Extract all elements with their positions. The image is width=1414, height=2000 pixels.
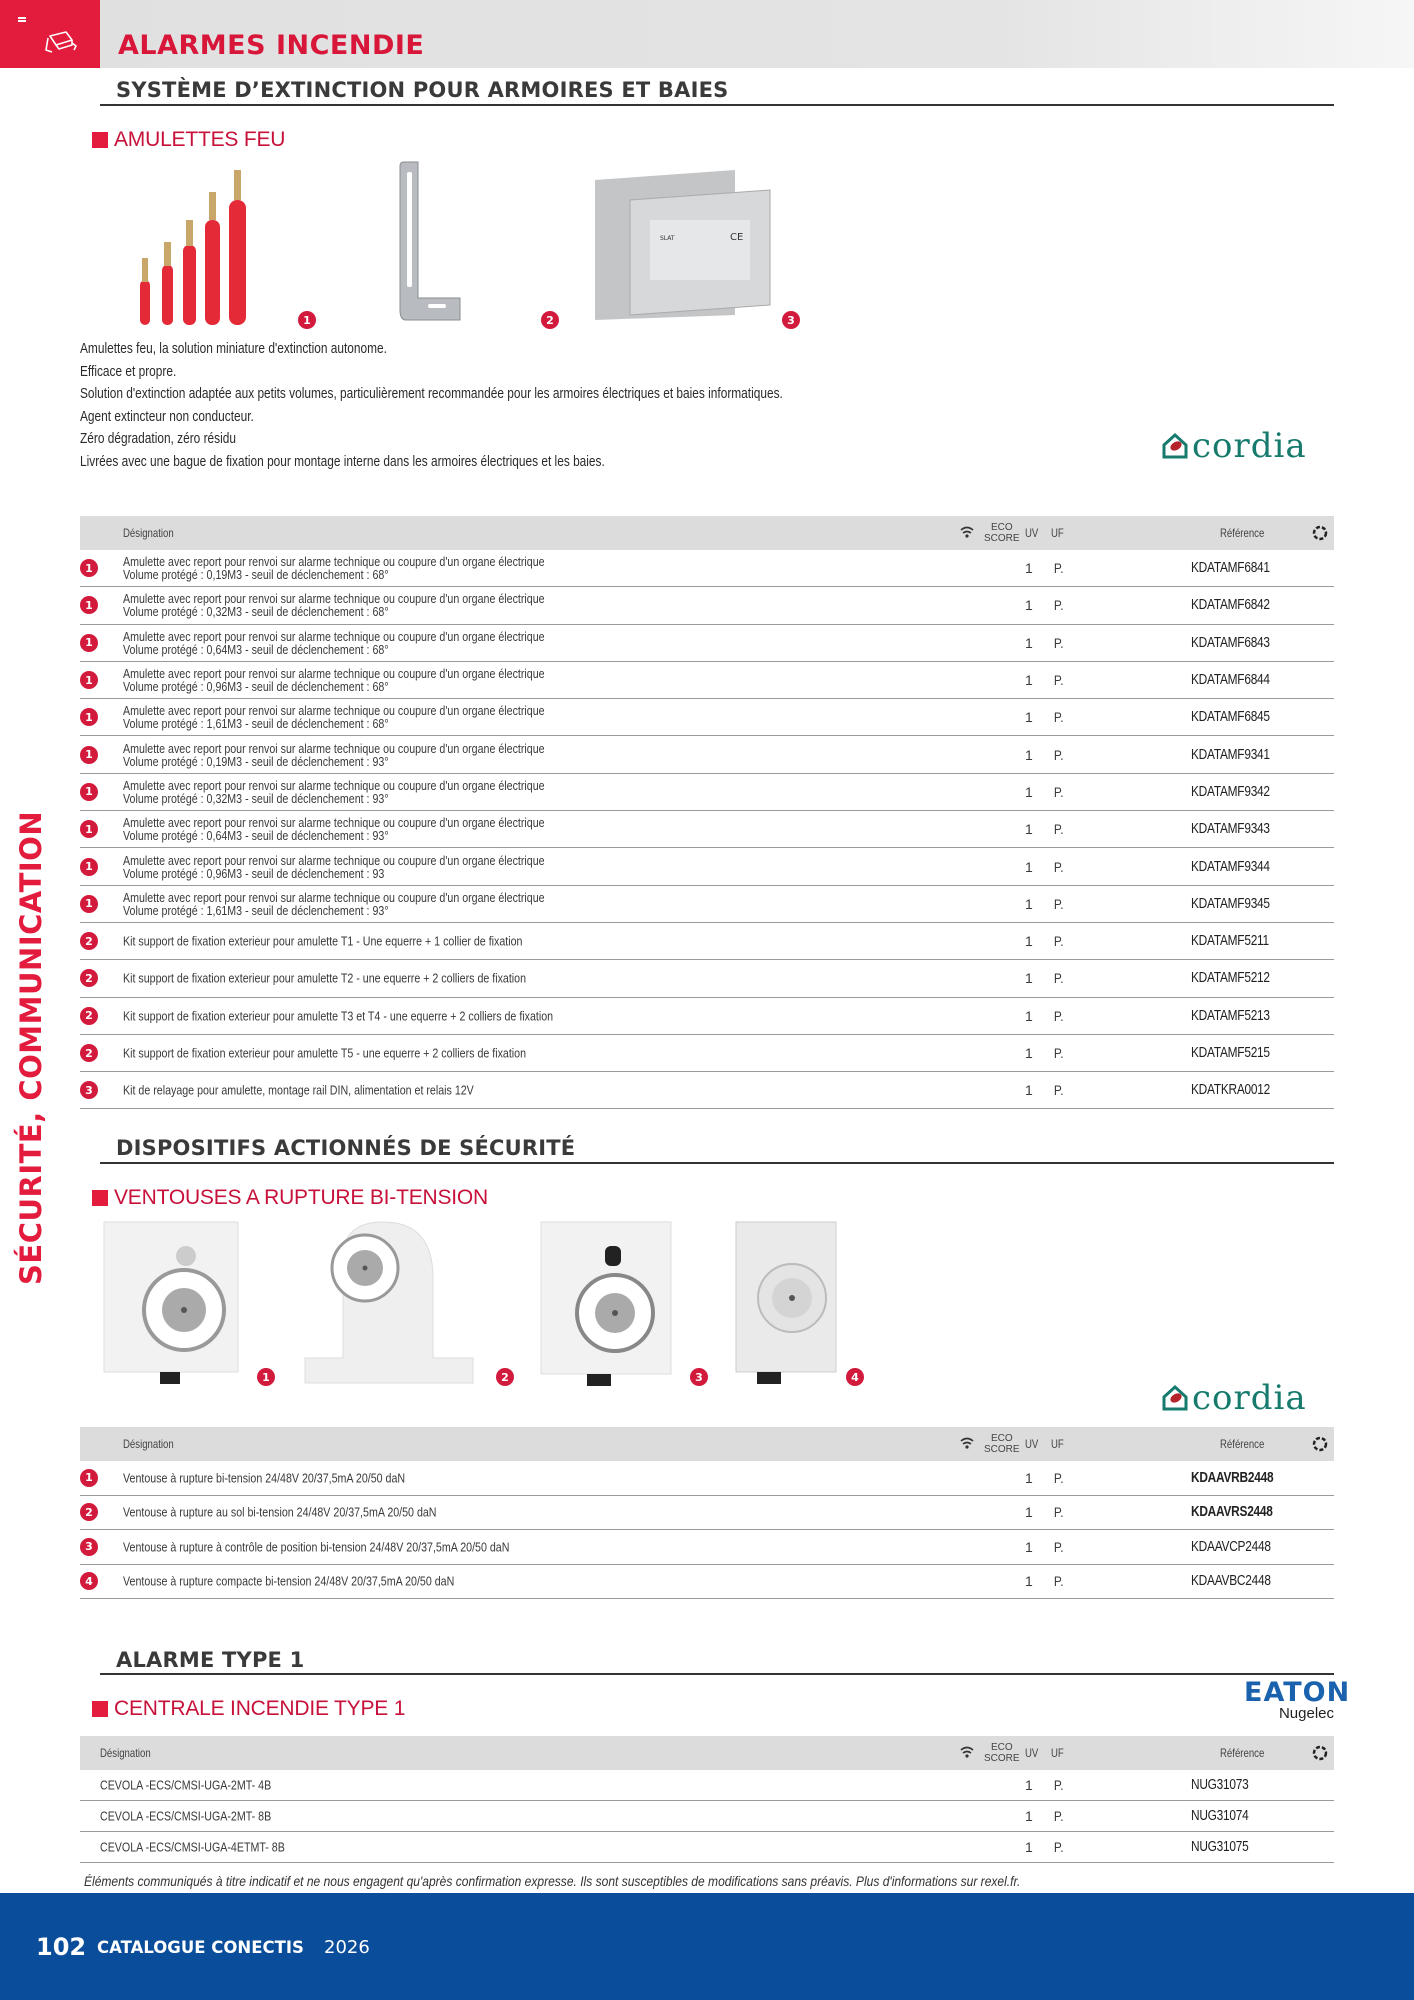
designation-line-2: Volume protégé : 1,61M3 - seuil de déclenchement : 93° xyxy=(123,902,389,918)
designation-line-2: Volume protégé : 0,19M3 - seuil de déclenchement : 68° xyxy=(123,567,389,583)
row-badge: 1 xyxy=(80,634,98,652)
section-title: DISPOSITIFS ACTIONNÉS DE SÉCURITÉ xyxy=(116,1136,576,1160)
description-line: Livrées avec une bague de fixation pour montage interne dans les armoires électriques et les baies. xyxy=(80,453,605,470)
product-image-ventouse-4 xyxy=(732,1218,842,1388)
row-uv: 1 xyxy=(1025,1573,1033,1590)
row-reference[interactable]: KDATAMF5211 xyxy=(1191,933,1269,950)
page-number: 102 xyxy=(36,1933,87,1961)
designation-line-2: Volume protégé : 1,61M3 - seuil de déclenchement : 68° xyxy=(123,716,389,732)
product-table-centrale xyxy=(80,1736,1334,1863)
col-eco-score: ECO SCORE xyxy=(984,1433,1020,1455)
row-uf: P. xyxy=(1053,1082,1064,1099)
designation-line-1: Kit de relayage pour amulette, montage rail DIN, alimentation et relais 12V xyxy=(123,1082,474,1098)
row-uv: 1 xyxy=(1025,970,1033,987)
col-reference: Référence xyxy=(1220,1437,1265,1451)
row-designation xyxy=(123,972,526,985)
designation-line-1: Amulette avec report pour renvoi sur alarme technique ou coupure d'un organe électrique xyxy=(123,889,545,905)
table-row xyxy=(80,662,1334,699)
designation-line-1: Amulette avec report pour renvoi sur alarme technique ou coupure d'un organe électrique xyxy=(123,628,545,644)
table-row xyxy=(80,923,1334,960)
recycle-icon xyxy=(1312,516,1328,550)
table-row xyxy=(80,550,1334,587)
row-uf: P. xyxy=(1053,858,1064,875)
row-uf: P. xyxy=(1053,1469,1064,1486)
svg-text:CE: CE xyxy=(730,232,744,243)
disclaimer: Éléments communiqués à titre indicatif et ne nous engagent qu'après confirmation expresse. Ils sont susceptibles de modifications sans préavis. Plus d'informations sur rexel.fr. xyxy=(84,1873,1021,1889)
table-row xyxy=(80,736,1334,773)
recycle-icon xyxy=(1312,1736,1328,1770)
row-reference[interactable]: NUG31073 xyxy=(1191,1777,1249,1793)
product-description xyxy=(80,338,783,473)
designation-line-1: Ventouse à rupture à contrôle de position bi-tension 24/48V 20/37,5mA 20/50 daN xyxy=(123,1539,510,1555)
row-reference[interactable]: KDATAMF5215 xyxy=(1191,1045,1270,1061)
flag-icon xyxy=(18,17,26,24)
designation-line-2: Volume protégé : 0,19M3 - seuil de déclenchement : 93° xyxy=(123,753,389,769)
row-designation xyxy=(123,1471,405,1484)
row-reference[interactable]: KDATAMF9341 xyxy=(1191,746,1270,763)
table-row xyxy=(80,587,1334,624)
table-row xyxy=(80,1496,1334,1531)
brand-subname: Nugelec xyxy=(1278,1705,1334,1722)
row-designation xyxy=(123,742,545,768)
row-uf: P. xyxy=(1053,821,1064,838)
red-square-icon xyxy=(92,132,108,148)
description-line: Efficace et propre. xyxy=(80,363,177,380)
subheading xyxy=(92,1697,405,1721)
designation-line-1: Amulette avec report pour renvoi sur alarme technique ou coupure d'un organe électrique xyxy=(123,777,545,793)
row-uv: 1 xyxy=(1025,933,1033,950)
designation-line-2: Volume protégé : 0,96M3 - seuil de déclenchement : 93 xyxy=(123,865,385,881)
product-table-amulettes xyxy=(80,516,1334,1109)
row-uf: P. xyxy=(1053,1045,1064,1061)
designation-line-2: Volume protégé : 0,96M3 - seuil de déclenchement : 68° xyxy=(123,679,389,695)
col-uv: UV xyxy=(1025,526,1039,540)
row-reference[interactable]: KDATAMF6842 xyxy=(1191,597,1270,614)
designation-line-2: Volume protégé : 0,32M3 - seuil de déclenchement : 93° xyxy=(123,790,389,806)
row-uf: P. xyxy=(1053,895,1064,912)
row-uf: P. xyxy=(1053,597,1064,614)
row-badge: 2 xyxy=(80,1007,98,1025)
brand-logo-cordia xyxy=(1162,426,1307,466)
red-square-icon xyxy=(92,1701,108,1717)
row-designation xyxy=(123,1047,526,1060)
designation-line-1: Amulette avec report pour renvoi sur alarme technique ou coupure d'un organe électrique xyxy=(123,591,545,607)
row-badge: 3 xyxy=(80,1081,98,1099)
designation-line-1: CEVOLA -ECS/CMSI-UGA-2MT- 4B xyxy=(100,1777,272,1793)
catalogue-name: CATALOGUE CONECTIS xyxy=(97,1938,304,1957)
designation-line-2: Volume protégé : 0,32M3 - seuil de déclenchement : 68° xyxy=(123,604,389,620)
designation-line-1: Amulette avec report pour renvoi sur alarme technique ou coupure d'un organe électrique xyxy=(123,554,545,570)
side-category-label: SÉCURITÉ, COMMUNICATION xyxy=(14,810,48,1285)
designation-line-1: CEVOLA -ECS/CMSI-UGA-4ETMT- 8B xyxy=(100,1839,285,1855)
cordia-mark-icon xyxy=(1162,1385,1188,1411)
row-uf: P. xyxy=(1053,783,1064,800)
designation-line-1: Kit support de fixation exterieur pour amulette T5 - une equerre + 2 colliers de fixation xyxy=(123,1045,527,1061)
row-uv: 1 xyxy=(1025,895,1033,912)
row-uf: P. xyxy=(1053,746,1064,763)
product-image-amulettes xyxy=(135,170,265,330)
brand-logo-cordia xyxy=(1162,1378,1307,1418)
row-uv: 1 xyxy=(1025,783,1033,800)
row-uf: P. xyxy=(1053,709,1064,726)
row-reference[interactable]: KDATAMF9342 xyxy=(1191,783,1270,800)
row-uf: P. xyxy=(1053,1007,1064,1024)
col-reference: Référence xyxy=(1220,526,1265,540)
designation-line-1: Amulette avec report pour renvoi sur alarme technique ou coupure d'un organe électrique xyxy=(123,666,545,682)
product-badge-3: 3 xyxy=(690,1368,708,1386)
wifi-icon xyxy=(960,1427,974,1461)
row-reference[interactable]: KDATKRA0012 xyxy=(1191,1082,1271,1099)
product-badge-2: 2 xyxy=(496,1368,514,1386)
subheading-label: CENTRALE INCENDIE TYPE 1 xyxy=(114,1697,406,1720)
col-designation: Désignation xyxy=(123,1437,174,1451)
row-reference[interactable]: KDATAMF9343 xyxy=(1191,821,1270,838)
row-designation xyxy=(123,630,545,656)
row-uf: P. xyxy=(1053,672,1064,689)
security-camera-icon xyxy=(42,28,78,56)
row-reference[interactable]: KDATAMF6843 xyxy=(1191,634,1270,651)
row-designation xyxy=(123,1575,454,1588)
designation-line-1: Amulette avec report pour renvoi sur alarme technique ou coupure d'un organe électrique xyxy=(123,815,545,831)
table-row xyxy=(80,1530,1334,1565)
table-row xyxy=(80,699,1334,736)
row-designation xyxy=(123,592,545,618)
table-row xyxy=(80,886,1334,923)
row-uv: 1 xyxy=(1025,746,1033,763)
row-uv: 1 xyxy=(1025,709,1033,726)
table-row xyxy=(80,811,1334,848)
row-badge: 1 xyxy=(80,746,98,764)
brand-name: cordia xyxy=(1192,1378,1307,1418)
subheading-label: VENTOUSES A RUPTURE BI-TENSION xyxy=(114,1186,489,1209)
row-uv: 1 xyxy=(1025,1469,1033,1486)
row-designation xyxy=(123,704,545,730)
table-row xyxy=(80,625,1334,662)
designation-line-1: Ventouse à rupture bi-tension 24/48V 20/37,5mA 20/50 daN xyxy=(123,1470,406,1486)
table-row xyxy=(80,998,1334,1035)
product-image-bracket xyxy=(398,160,468,325)
col-uf: UF xyxy=(1051,1437,1064,1451)
section-divider xyxy=(100,104,1334,106)
designation-line-1: Amulette avec report pour renvoi sur alarme technique ou coupure d'un organe électrique xyxy=(123,703,545,719)
brand-logo-eaton xyxy=(1244,1677,1351,1722)
description-line: Amulettes feu, la solution miniature d'extinction autonome. xyxy=(80,341,387,357)
recycle-icon xyxy=(1312,1427,1328,1461)
row-badge: 2 xyxy=(80,932,98,950)
designation-line-1: Kit support de fixation exterieur pour amulette T3 et T4 - une equerre + 2 colliers de fixation xyxy=(123,1008,554,1024)
col-reference: Référence xyxy=(1220,1746,1265,1760)
row-uv: 1 xyxy=(1025,672,1033,689)
wifi-icon xyxy=(960,516,974,550)
row-badge: 1 xyxy=(80,1469,98,1487)
col-eco-score: ECO SCORE xyxy=(984,522,1020,544)
row-reference[interactable]: KDATAMF6845 xyxy=(1191,709,1270,726)
product-image-ventouse-3 xyxy=(537,1218,677,1388)
row-uf: P. xyxy=(1053,634,1064,651)
section-divider xyxy=(100,1673,1334,1675)
svg-text:SLAT: SLAT xyxy=(660,235,675,242)
product-badge-3: 3 xyxy=(782,311,800,329)
row-uf: P. xyxy=(1053,1538,1064,1555)
designation-line-2: Volume protégé : 0,64M3 - seuil de déclenchement : 93° xyxy=(123,828,389,844)
row-reference[interactable]: KDAAVCP2448 xyxy=(1191,1538,1271,1555)
row-designation xyxy=(123,816,545,842)
row-designation xyxy=(100,1779,271,1792)
category-title: ALARMES INCENDIE xyxy=(118,30,425,61)
table-row xyxy=(80,848,1334,885)
row-reference[interactable]: KDAAVRS2448 xyxy=(1191,1504,1273,1521)
row-designation xyxy=(123,667,545,693)
designation-line-1: Ventouse à rupture au sol bi-tension 24/48V 20/37,5mA 20/50 daN xyxy=(123,1504,437,1520)
row-badge: 1 xyxy=(80,708,98,726)
row-uv: 1 xyxy=(1025,1777,1033,1793)
row-designation xyxy=(123,891,545,917)
designation-line-1: Amulette avec report pour renvoi sur alarme technique ou coupure d'un organe électrique xyxy=(123,852,545,868)
designation-line-1: CEVOLA -ECS/CMSI-UGA-2MT- 8B xyxy=(100,1808,272,1824)
catalogue-year: 2026 xyxy=(324,1937,370,1958)
footer xyxy=(0,1893,1414,2000)
subheading xyxy=(92,128,285,152)
row-badge: 2 xyxy=(80,1044,98,1062)
row-uv: 1 xyxy=(1025,1045,1033,1061)
table-row xyxy=(80,1461,1334,1496)
row-badge: 1 xyxy=(80,671,98,689)
table-header xyxy=(80,1427,1334,1461)
row-designation xyxy=(100,1841,285,1854)
description-line: Zéro dégradation, zéro résidu xyxy=(80,431,236,447)
row-badge: 1 xyxy=(80,895,98,913)
row-uf: P. xyxy=(1053,560,1064,577)
designation-line-1: Ventouse à rupture compacte bi-tension 24/48V 20/37,5mA 20/50 daN xyxy=(123,1573,455,1589)
category-tab xyxy=(0,0,100,68)
wifi-icon xyxy=(960,1736,974,1770)
section-divider xyxy=(100,1162,1334,1164)
row-reference[interactable]: KDAAVBC2448 xyxy=(1191,1573,1271,1590)
row-designation xyxy=(123,1009,553,1022)
product-image-ventouse-1 xyxy=(100,1218,242,1388)
row-designation xyxy=(123,1084,474,1097)
designation-line-1: Kit support de fixation exterieur pour amulette T2 - une equerre + 2 colliers de fixation xyxy=(123,970,527,986)
product-badge-1: 1 xyxy=(298,311,316,329)
col-uf: UF xyxy=(1051,1746,1064,1760)
row-badge: 2 xyxy=(80,969,98,987)
col-eco-score: ECO SCORE xyxy=(984,1742,1020,1764)
cordia-mark-icon xyxy=(1162,433,1188,459)
row-badge: 1 xyxy=(80,858,98,876)
row-uf: P. xyxy=(1053,1504,1064,1521)
row-badge: 4 xyxy=(80,1572,98,1590)
table-row xyxy=(80,1565,1334,1600)
table-row xyxy=(80,1035,1334,1072)
designation-line-1: Amulette avec report pour renvoi sur alarme technique ou coupure d'un organe électrique xyxy=(123,740,545,756)
table-row xyxy=(80,1072,1334,1109)
section-title: SYSTÈME D’EXTINCTION POUR ARMOIRES ET BAIES xyxy=(116,78,729,102)
table-header xyxy=(80,516,1334,550)
row-badge: 1 xyxy=(80,783,98,801)
product-badge-2: 2 xyxy=(541,311,559,329)
row-reference[interactable]: KDATAMF9345 xyxy=(1191,895,1270,912)
designation-line-2: Volume protégé : 0,64M3 - seuil de déclenchement : 68° xyxy=(123,641,389,657)
row-badge: 1 xyxy=(80,559,98,577)
brand-name: EATON xyxy=(1244,1677,1351,1708)
row-reference[interactable]: KDATAMF5213 xyxy=(1191,1007,1270,1024)
table-row xyxy=(80,774,1334,811)
description-line: Solution d'extinction adaptée aux petits volumes, particulièrement recommandée pour les armoires électriques et baies informatiques. xyxy=(80,386,783,402)
col-designation: Désignation xyxy=(123,526,174,540)
row-reference[interactable]: KDAAVRB2448 xyxy=(1191,1469,1274,1486)
row-uv: 1 xyxy=(1025,560,1033,577)
row-uf: P. xyxy=(1053,933,1064,950)
row-designation xyxy=(123,1540,509,1553)
product-badge-4: 4 xyxy=(846,1368,864,1386)
row-uv: 1 xyxy=(1025,1504,1033,1521)
row-badge: 2 xyxy=(80,1503,98,1521)
designation-line-1: Kit support de fixation exterieur pour amulette T1 - Une equerre + 1 collier de fixation xyxy=(123,933,523,949)
row-badge: 3 xyxy=(80,1538,98,1556)
col-uv: UV xyxy=(1025,1746,1039,1760)
row-uf: P. xyxy=(1053,970,1064,987)
row-reference[interactable]: KDATAMF9344 xyxy=(1191,858,1270,875)
row-uv: 1 xyxy=(1025,1808,1033,1824)
row-reference[interactable]: KDATAMF6841 xyxy=(1191,560,1270,577)
description-line: Agent extincteur non conducteur. xyxy=(80,408,254,425)
table-row xyxy=(80,1832,1334,1863)
row-uf: P. xyxy=(1053,1808,1064,1824)
row-uv: 1 xyxy=(1025,1082,1033,1099)
row-designation xyxy=(123,854,545,880)
row-reference[interactable]: NUG31075 xyxy=(1191,1839,1249,1855)
brand-name: cordia xyxy=(1192,426,1307,466)
red-square-icon xyxy=(92,1190,108,1206)
table-header xyxy=(80,1736,1334,1770)
product-image-ventouse-2 xyxy=(303,1218,483,1388)
row-uv: 1 xyxy=(1025,634,1033,651)
product-image-relay-kit xyxy=(590,160,780,325)
product-table-ventouses xyxy=(80,1427,1334,1599)
row-uv: 1 xyxy=(1025,821,1033,838)
row-designation xyxy=(123,555,545,581)
product-badge-1: 1 xyxy=(257,1368,275,1386)
row-badge: 1 xyxy=(80,596,98,614)
subheading xyxy=(92,1186,488,1210)
col-uf: UF xyxy=(1051,526,1064,540)
row-uv: 1 xyxy=(1025,597,1033,614)
row-designation xyxy=(123,1506,437,1519)
row-uf: P. xyxy=(1053,1573,1064,1590)
row-designation xyxy=(123,935,522,948)
table-row xyxy=(80,1801,1334,1832)
row-reference[interactable]: NUG31074 xyxy=(1191,1808,1249,1824)
section-title: ALARME TYPE 1 xyxy=(116,1648,305,1672)
row-reference[interactable]: KDATAMF6844 xyxy=(1191,672,1270,689)
row-uf: P. xyxy=(1053,1777,1064,1793)
row-designation xyxy=(123,779,545,805)
table-row xyxy=(80,960,1334,997)
col-designation: Désignation xyxy=(100,1746,151,1760)
row-uv: 1 xyxy=(1025,1007,1033,1024)
row-uv: 1 xyxy=(1025,1538,1033,1555)
row-reference[interactable]: KDATAMF5212 xyxy=(1191,970,1270,987)
row-badge: 1 xyxy=(80,820,98,838)
table-row xyxy=(80,1770,1334,1801)
row-uv: 1 xyxy=(1025,1839,1033,1855)
subheading-label: AMULETTES FEU xyxy=(114,128,286,151)
row-uf: P. xyxy=(1053,1839,1064,1855)
col-uv: UV xyxy=(1025,1437,1039,1451)
row-designation xyxy=(100,1810,271,1823)
row-uv: 1 xyxy=(1025,858,1033,875)
